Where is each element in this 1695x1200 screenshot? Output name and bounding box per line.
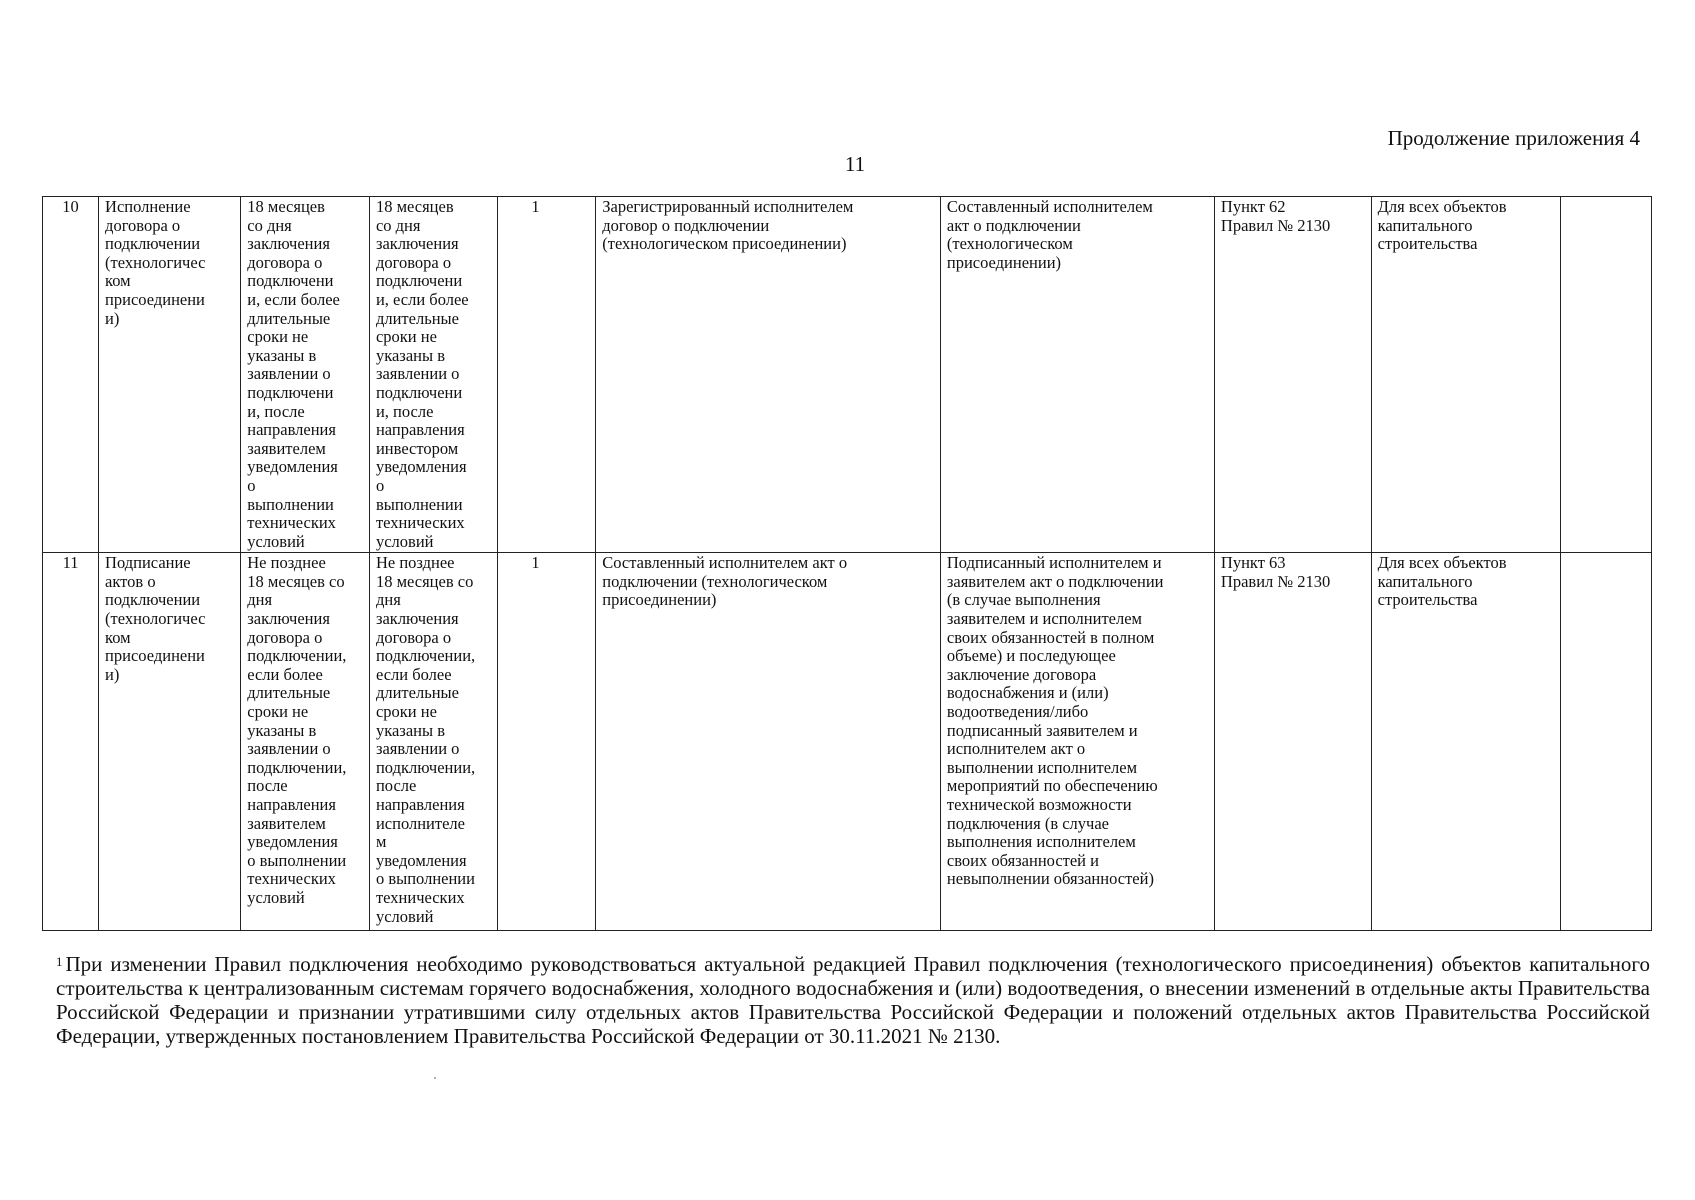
result-document-cell: Подписанный исполнителем и заявителем акт о подключении (в случае выполнения заявителем и исполнителем своих обязанностей в полном объеме) и последующее заключение договора водоснабжения и (или) водоотведения/либо подписанный заявителем и исполнителем акт о выполнении исполнителем мероприятий по обеспечению технической возможности подключения (в случае выполнения исполнителем своих обязанностей и невыполнении обязанностей) [940, 553, 1214, 931]
procedure-name-cell: Исполнение договора о подключении (технологичес ком присоединени и) [99, 197, 241, 553]
footnote [56, 952, 1650, 1048]
table-row [43, 197, 1652, 553]
term-applicant-cell: Не позднее 18 месяцев со дня заключения договора о подключении, если более длительные сроки не указаны в заявлении о подключении, после направления заявителем уведомления о выполнении технических условий [241, 553, 370, 931]
procedure-name-cell: Подписание актов о подключении (технологичес ком присоединени и) [99, 553, 241, 931]
legal-basis-cell: Пункт 62 Правил № 2130 [1214, 197, 1371, 553]
scope-cell: Для всех объектов капитального строительства [1371, 197, 1560, 553]
term-investor-cell: Не позднее 18 месяцев со дня заключения договора о подключении, если более длительные сроки не указаны в заявлении о подключении, после направления исполнителе м уведомления о выполнении технических условий [369, 553, 497, 931]
page-number: 11 [844, 152, 866, 176]
row-number-cell: 10 [43, 197, 99, 553]
extra-cell [1560, 197, 1651, 553]
footnote-mark: 1 [56, 954, 63, 969]
document-count-cell: 1 [497, 553, 596, 931]
legal-basis-cell: Пункт 63 Правил № 2130 [1214, 553, 1371, 931]
input-document-cell: Зарегистрированный исполнителем договор о подключении (технологическом присоединении) [596, 197, 941, 553]
footnote-text: При изменении Правил подключения необходимо руководствоваться актуальной редакцией Правил подключения (технологического присоединения) объектов капитального строительства к централизованным системам горячего водоснабжения, холодного водоснабжения и (или) водоотведения, о внесении изменений в отдельные акты Правительства Российской Федерации и признании утратившими силу отдельных актов Правительства Российской Федерации и положений отдельных актов Правительства Российской Федерации, утвержденных постановлением Правительства Российской Федерации от 30.11.2021 № 2130. [56, 952, 1650, 1048]
table-row [43, 553, 1652, 931]
procedure-table [42, 196, 1652, 931]
extra-cell [1560, 553, 1651, 931]
scan-speck [434, 1077, 436, 1079]
result-document-cell: Составленный исполнителем акт о подключении (технологическом присоединении) [940, 197, 1214, 553]
scope-cell: Для всех объектов капитального строительства [1371, 553, 1560, 931]
term-investor-cell: 18 месяцев со дня заключения договора о подключени и, если более длительные сроки не указаны в заявлении о подключени и, после направления инвестором уведомления о выполнении технических условий [369, 197, 497, 553]
term-applicant-cell: 18 месяцев со дня заключения договора о подключени и, если более длительные сроки не указаны в заявлении о подключени и, после направления заявителем уведомления о выполнении технических условий [241, 197, 370, 553]
input-document-cell: Составленный исполнителем акт о подключении (технологическом присоединении) [596, 553, 941, 931]
row-number-cell: 11 [43, 553, 99, 931]
appendix-note: Продолжение приложения 4 [1387, 126, 1640, 150]
document-count-cell: 1 [497, 197, 596, 553]
